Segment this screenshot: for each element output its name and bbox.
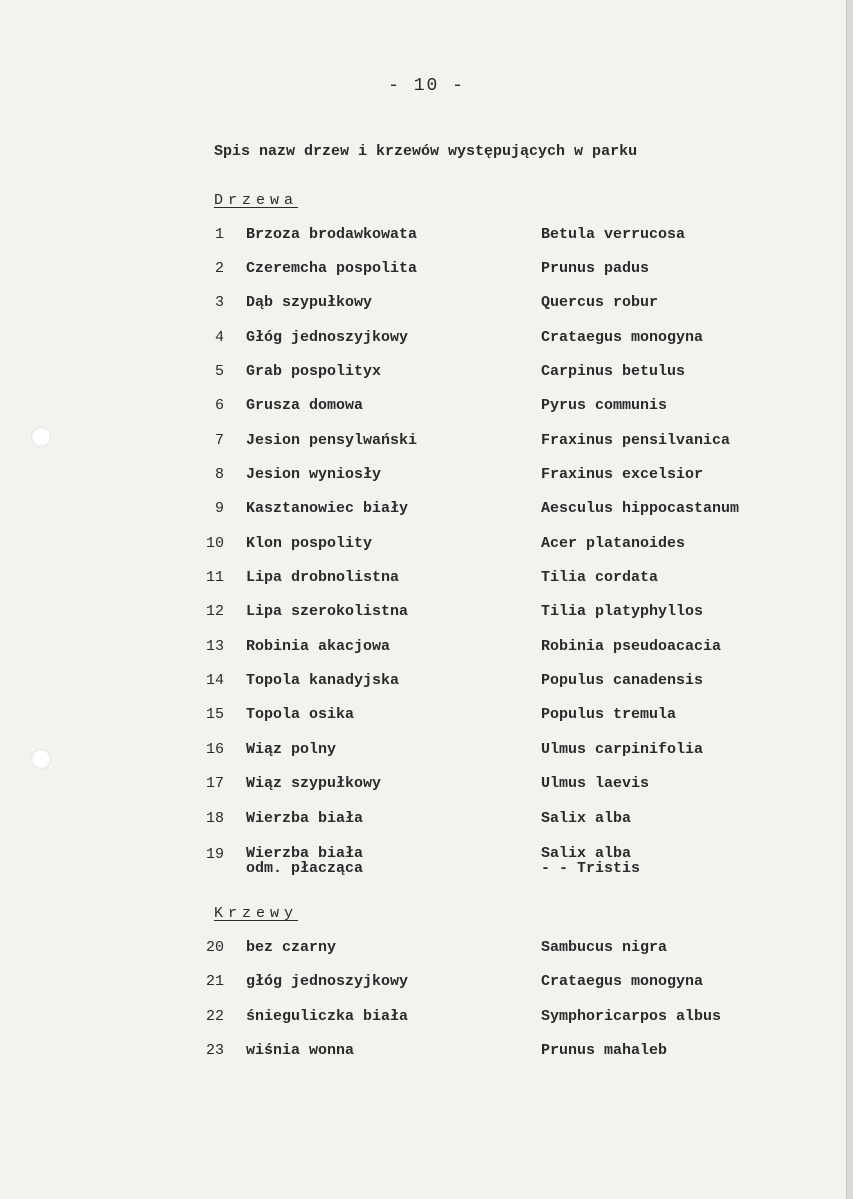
list-item bbox=[0, 397, 846, 431]
latin-name: Fraxinus excelsior bbox=[541, 466, 704, 483]
entry-number: 4 bbox=[214, 329, 224, 346]
latin-name: Crataegus monogyna bbox=[541, 973, 704, 990]
polish-name: Wierzba biała bbox=[246, 810, 364, 827]
list-item bbox=[0, 973, 846, 1007]
list-item bbox=[0, 939, 846, 973]
entry-number: 13 bbox=[205, 638, 224, 655]
entry-number: 18 bbox=[205, 810, 224, 827]
polish-name: bez czarny bbox=[246, 939, 337, 956]
list-item bbox=[0, 603, 846, 637]
latin-name: Acer platanoides bbox=[541, 535, 686, 552]
polish-name: Jesion wyniosły bbox=[246, 466, 382, 483]
latin-name-variety: - - Tristis bbox=[541, 860, 641, 877]
entry-number: 16 bbox=[205, 741, 224, 758]
entry-number: 22 bbox=[205, 1008, 224, 1025]
latin-name: Symphoricarpos albus bbox=[541, 1008, 722, 1025]
polish-name-variety: odm. płacząca bbox=[246, 860, 364, 877]
list-item bbox=[0, 329, 846, 363]
list-item bbox=[0, 466, 846, 500]
entry-number: 1 bbox=[214, 226, 224, 243]
page-number: - 10 - bbox=[388, 76, 465, 96]
polish-name: Grusza domowa bbox=[246, 397, 364, 414]
entry-number: 15 bbox=[205, 706, 224, 723]
entry-number: 11 bbox=[205, 569, 224, 586]
polish-name: Grab pospolityx bbox=[246, 363, 382, 380]
list-item bbox=[0, 810, 846, 844]
polish-name: Robinia akacjowa bbox=[246, 638, 391, 655]
polish-name: Lipa drobnolistna bbox=[246, 569, 400, 586]
latin-name: Robinia pseudoacacia bbox=[541, 638, 722, 655]
latin-name: Tilia platyphyllos bbox=[541, 603, 704, 620]
entry-number: 12 bbox=[205, 603, 224, 620]
polish-name: Kasztanowiec biały bbox=[246, 500, 409, 517]
entry-number: 17 bbox=[205, 775, 224, 792]
polish-name: Klon pospolity bbox=[246, 535, 373, 552]
polish-name: wiśnia wonna bbox=[246, 1042, 355, 1059]
latin-name: Fraxinus pensilvanica bbox=[541, 432, 731, 449]
polish-name: Brzoza brodawkowata bbox=[246, 226, 418, 243]
entry-number: 21 bbox=[205, 973, 224, 990]
list-item bbox=[0, 260, 846, 294]
polish-name: Topola kanadyjska bbox=[246, 672, 400, 689]
polish-name: Wiąz szypułkowy bbox=[246, 775, 382, 792]
latin-name: Populus canadensis bbox=[541, 672, 704, 689]
latin-name: Carpinus betulus bbox=[541, 363, 686, 380]
polish-name: Wiąz polny bbox=[246, 741, 337, 758]
entry-number: 8 bbox=[214, 466, 224, 483]
entry-number: 3 bbox=[214, 294, 224, 311]
latin-name: Ulmus carpinifolia bbox=[541, 741, 704, 758]
latin-name: Pyrus communis bbox=[541, 397, 668, 414]
entry-number: 5 bbox=[214, 363, 224, 380]
latin-name-line: Salix alba bbox=[541, 845, 632, 862]
latin-name: Populus tremula bbox=[541, 706, 677, 723]
latin-name: Salix alba bbox=[541, 810, 632, 827]
entry-number: 19 bbox=[205, 846, 224, 863]
polish-name: Głóg jednoszyjkowy bbox=[246, 329, 409, 346]
list-item bbox=[0, 500, 846, 534]
list-item bbox=[0, 535, 846, 569]
latin-name: Crataegus monogyna bbox=[541, 329, 704, 346]
latin-name: Betula verrucosa bbox=[541, 226, 686, 243]
list-item bbox=[0, 846, 846, 888]
section-heading-shrubs: Krzewy bbox=[214, 905, 299, 922]
polish-name bbox=[246, 846, 363, 876]
list-item bbox=[0, 741, 846, 775]
entry-number: 7 bbox=[214, 432, 224, 449]
polish-name: śnieguliczka biała bbox=[246, 1008, 409, 1025]
latin-name bbox=[541, 846, 640, 876]
polish-name: Jesion pensylwański bbox=[246, 432, 418, 449]
list-item bbox=[0, 638, 846, 672]
polish-name: Czeremcha pospolita bbox=[246, 260, 418, 277]
entry-number: 6 bbox=[214, 397, 224, 414]
latin-name: Sambucus nigra bbox=[541, 939, 668, 956]
list-item bbox=[0, 1008, 846, 1042]
list-item bbox=[0, 569, 846, 603]
list-item bbox=[0, 775, 846, 809]
latin-name: Quercus robur bbox=[541, 294, 659, 311]
entry-number: 10 bbox=[205, 535, 224, 552]
latin-name: Ulmus laevis bbox=[541, 775, 650, 792]
polish-name: Topola osika bbox=[246, 706, 355, 723]
entry-number: 23 bbox=[205, 1042, 224, 1059]
polish-name: głóg jednoszyjkowy bbox=[246, 973, 409, 990]
list-item bbox=[0, 1042, 846, 1076]
list-item bbox=[0, 363, 846, 397]
list-item bbox=[0, 432, 846, 466]
entry-number: 9 bbox=[214, 500, 224, 517]
section-heading-trees: Drzewa bbox=[214, 192, 299, 209]
entry-number: 2 bbox=[214, 260, 224, 277]
latin-name: Prunus mahaleb bbox=[541, 1042, 668, 1059]
entry-number: 14 bbox=[205, 672, 224, 689]
list-item bbox=[0, 706, 846, 740]
polish-name: Lipa szerokolistna bbox=[246, 603, 409, 620]
latin-name: Tilia cordata bbox=[541, 569, 659, 586]
list-item bbox=[0, 294, 846, 328]
list-item bbox=[0, 672, 846, 706]
polish-name-line: Wierzba biała bbox=[246, 845, 364, 862]
list-item bbox=[0, 226, 846, 260]
entry-number: 20 bbox=[205, 939, 224, 956]
polish-name: Dąb szypułkowy bbox=[246, 294, 373, 311]
latin-name: Aesculus hippocastanum bbox=[541, 500, 740, 517]
document-title: Spis nazw drzew i krzewów występujących w parku bbox=[214, 143, 638, 160]
latin-name: Prunus padus bbox=[541, 260, 650, 277]
